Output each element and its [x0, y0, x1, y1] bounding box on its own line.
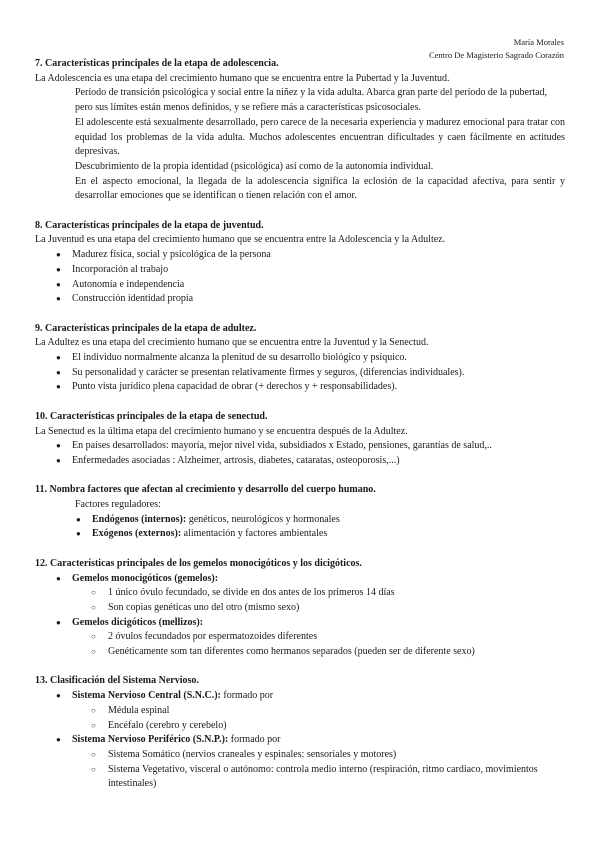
section-title: 11. Nombra factores que afectan al crecimiento y desarrollo del cuerpo humano.: [35, 484, 376, 496]
section-title: 10. Características principales de la etapa de senectud.: [35, 410, 268, 422]
list-item: ● Su personalidad y carácter se presentan relativamente firmes y seguros, (diferencias individuales).: [35, 366, 565, 381]
section-title: 7. Características principales de la etapa de adolescencia.: [35, 58, 279, 69]
list-item: ● En países desarrollados: mayoría, mejor nivel vida, subsidiados x Estado, pensiones, garantías de salud,..: [35, 439, 565, 454]
section-intro: La Adolescencia es una etapa del crecimiento humano que se encuentra entre la Pubertad y la Juventud.: [35, 72, 450, 84]
list-item: ● Incorporación al trabajo: [35, 263, 565, 278]
item-label: Endógenos (internos):: [92, 513, 187, 525]
list-item: ● El individuo normalmente alcanza la plenitud de su desarrollo biológico y psíquico.: [35, 351, 565, 366]
list-item: ● Punto vista jurídico plena capacidad de obrar (+ derechos y + responsabilidades).: [35, 380, 565, 395]
section-growth-factors: [35, 483, 565, 542]
item-label: Sistema Nervioso Periférico (S.N.P.):: [72, 734, 229, 746]
section-title: 12. Características principales de los gemelos monocigóticos y los dicigóticos.: [35, 557, 362, 569]
paragraph: Descubrimiento de la propia identidad (psicológica) así como de la autonomía individual.: [75, 160, 434, 172]
list-item: ● Autonomía e independencia: [35, 278, 565, 293]
list-item: [35, 733, 565, 748]
list-item: ● Enfermedades asociadas : Alzheimer, artrosis, diabetes, cataratas, osteoporosis,...): [35, 454, 565, 469]
list-item: [35, 689, 565, 704]
bullet-list: [35, 689, 565, 792]
section-title: 8. Características principales de la etapa de juventud.: [35, 219, 264, 231]
list-item: [35, 527, 565, 542]
bullet-list: [35, 439, 565, 468]
section-intro: Factores reguladores:: [75, 499, 161, 511]
header-author: María Morales: [513, 37, 564, 47]
section-adulthood: [35, 322, 565, 396]
paragraph: Período de transición psicológica y social entre la niñez y la vida adulta. Abarca gran parte del período de la pubertad, pero sus límites están menos definidos, y se refiere más a características psicosociales.: [75, 87, 548, 114]
item-text: formado por: [228, 734, 281, 746]
section-intro: La Senectud es la última etapa del crecimiento humano y se encuentra después de la Adultez.: [35, 425, 408, 437]
section-nervous-system: [35, 674, 565, 792]
bullet-list: [35, 351, 565, 395]
item-text: formado por: [220, 690, 274, 702]
list-item: ● Gemelos monocigóticos (gemelos):: [35, 572, 565, 587]
sub-list-item: ○ Sistema Somático (nervios craneales y espinales: sensoriales y motores): [35, 748, 565, 763]
section-adolescence: [35, 57, 565, 204]
sub-list-item: ○ Sistema Vegetativo, visceral o autónomo: controla medio interno (respiración, ritmo cardiaco, movimientos intestinales): [35, 763, 565, 792]
sub-list-item: ○ Son copias genéticas uno del otro (mismo sexo): [35, 601, 565, 616]
section-senescence: [35, 410, 565, 469]
item-label: Exógenos (externos):: [92, 528, 182, 540]
list-item: ● Gemelos dicigóticos (mellizos):: [35, 616, 565, 631]
paragraph: El adolescente está sexualmente desarrollado, pero carece de la necesaria experiencia y madurez emocional para tratar con equidad los problemas de la vida adulta. Muchos adolescentes encuentran dificultades y caen fácilmente en actitudes depresivas.: [75, 116, 566, 158]
sub-list-item: ○ Médula espinal: [35, 704, 565, 719]
section-youth: [35, 219, 565, 307]
item-text: alimentación y factores ambientales: [181, 528, 328, 540]
bullet-list: [35, 572, 565, 660]
item-text: genéticos, neurológicos y hormonales: [186, 513, 340, 525]
sub-list-item: ○ Encéfalo (cerebro y cerebelo): [35, 719, 565, 734]
section-intro: La Juventud es una etapa del crecimiento humano que se encuentra entre la Adolescencia y la Adultez.: [35, 234, 446, 246]
section-intro: La Adultez es una etapa del crecimiento humano que se encuentra entre la Juventud y la Senectud.: [35, 337, 429, 349]
sub-list-item: ○ 1 único óvulo fecundado, se divide en dos antes de los primeros 14 días: [35, 586, 565, 601]
bullet-list: [35, 248, 565, 307]
section-twins: [35, 557, 565, 660]
section-title: 13. Clasificación del Sistema Nervioso.: [35, 675, 199, 687]
sub-list-item: ○ 2 óvulos fecundados por espermatozoides diferentes: [35, 630, 565, 645]
bullet-list: [35, 513, 565, 542]
list-item: ● Madurez física, social y psicológica de la persona: [35, 248, 565, 263]
section-title: 9. Características principales de la etapa de adultez.: [35, 322, 257, 334]
paragraph: En el aspecto emocional, la llegada de la adolescencia significa la eclosión de la capacidad afectiva, para sentir y desarrollar emociones que se identifican o tienen relación con el amor.: [75, 175, 565, 202]
item-label: Sistema Nervioso Central (S.N.C.):: [72, 690, 221, 702]
document-body: [35, 57, 565, 792]
list-item: [35, 513, 565, 528]
list-item: ● Construcción identidad propia: [35, 292, 565, 307]
sub-list-item: ○ Genéticamente som tan diferentes como hermanos separados (pueden ser de diferente sexo): [35, 645, 565, 660]
header-school: Centro De Magisterio Sagrado Corazón: [428, 50, 564, 60]
